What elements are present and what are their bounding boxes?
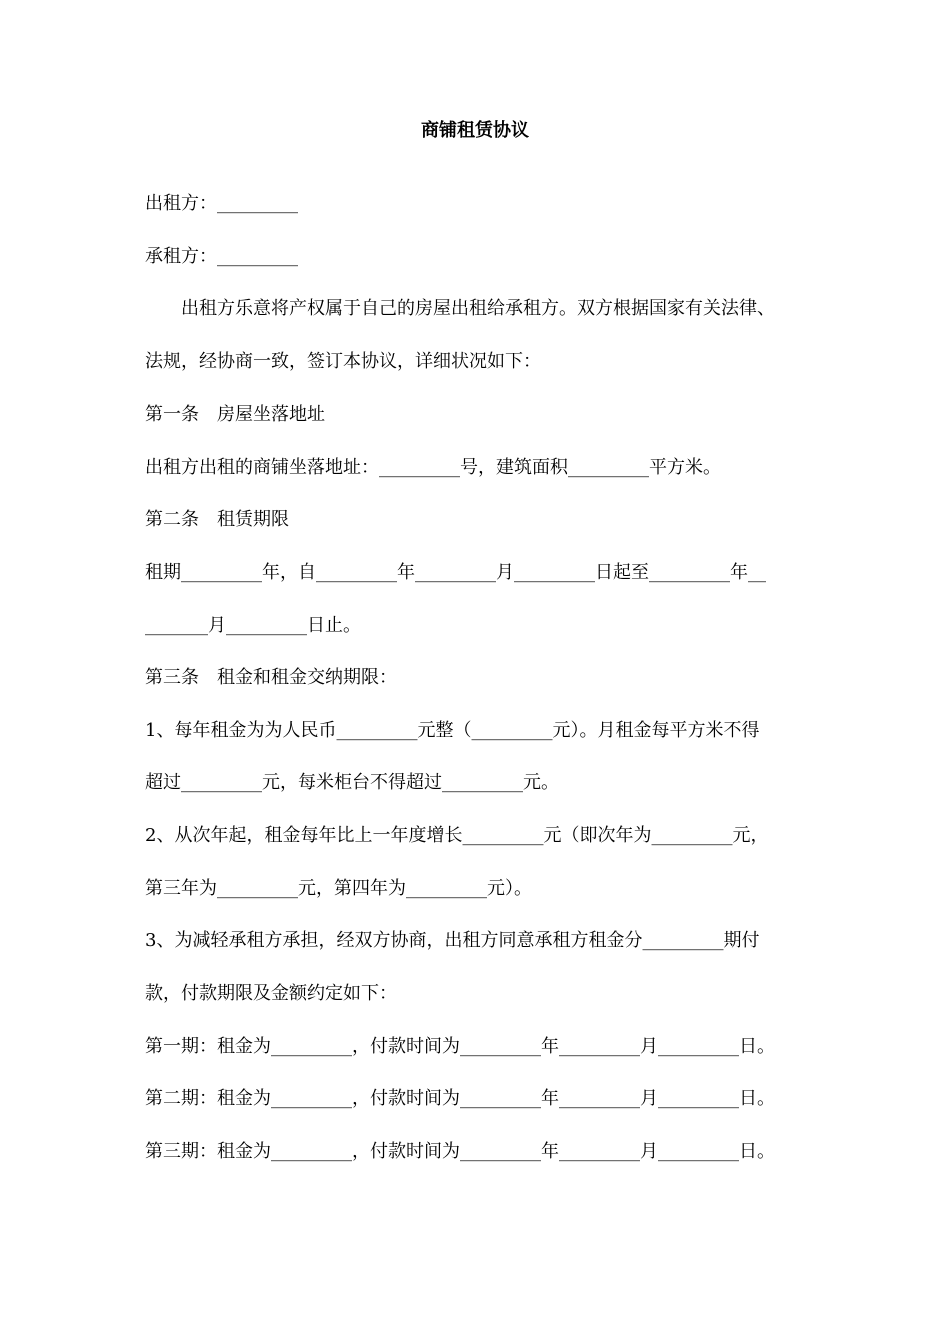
clause-3-line-2: 款，付款期限及金额约定如下： (145, 983, 397, 1004)
clause-2-line-1: 2、从次年起，租金每年比上一年度增长_________元（即次年为_________元， (145, 825, 769, 846)
article-2-text-1: 租期_________年，自_________年_________月_________日起至_________年__ (145, 562, 766, 583)
payment-period-2: 第二期：租金为_________，付款时间为_________年_________月_________日。 (145, 1088, 775, 1109)
clause-1-line-1: 1、每年租金为为人民币_________元整（_________元）。月租金每平方米不得 (145, 720, 760, 741)
article-3-heading: 第三条 租金和租金交纳期限： (145, 667, 397, 688)
clause-3-line-1: 3、为减轻承租方承担，经双方协商，出租方同意承租方租金分_________期付 (145, 930, 760, 951)
payment-period-3: 第三期：租金为_________，付款时间为_________年_________月_________日。 (145, 1141, 775, 1162)
preamble-line-1: 出租方乐意将产权属于自己的房屋出租给承租方。双方根据国家有关法律、 (181, 298, 775, 319)
clause-1-line-2: 超过_________元，每米柜台不得超过_________元。 (145, 772, 559, 793)
clause-2-line-2: 第三年为_________元，第四年为_________元）。 (145, 878, 532, 899)
article-2-text-2: _______月_________日止。 (145, 615, 361, 636)
article-1-heading: 第一条 房屋坐落地址 (145, 404, 325, 425)
article-1-text: 出租方出租的商铺坐落地址：_________号，建筑面积_________平方米。 (145, 457, 721, 478)
document-title: 商铺租赁协议 (421, 120, 529, 141)
preamble-line-2: 法规，经协商一致，签订本协议，详细状况如下： (145, 351, 541, 372)
lessor-line: 出租方：_________ (145, 193, 298, 214)
article-2-heading: 第二条 租赁期限 (145, 509, 289, 530)
lessee-line: 承租方：_________ (145, 246, 298, 267)
payment-period-1: 第一期：租金为_________，付款时间为_________年_________月_________日。 (145, 1036, 775, 1057)
